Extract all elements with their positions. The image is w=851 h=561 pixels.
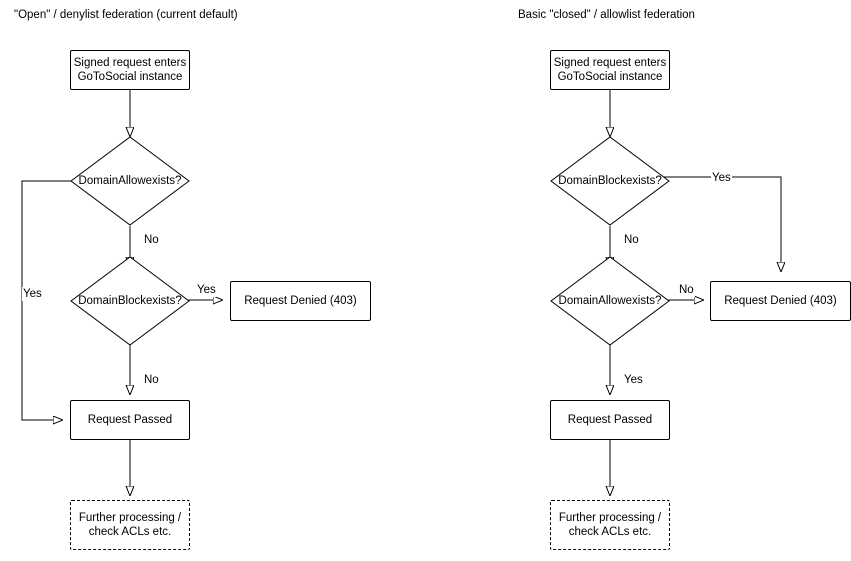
right-further-processing-label: Further processing / check ACLs etc. xyxy=(558,512,662,538)
right-request-denied-label: Request Denied (403) xyxy=(724,295,837,307)
right-edge-label-decision1-yes: Yes xyxy=(712,172,731,184)
left-decision1-label: DomainAllow exists? xyxy=(78,175,182,187)
left-diagram-title: "Open" / denylist federation (current default) xyxy=(14,9,238,21)
left-further-processing-node xyxy=(70,500,190,550)
right-edge-label-decision1-no: No xyxy=(624,234,639,246)
left-start-node xyxy=(70,50,190,90)
right-decision2-label: DomainAllow exists? xyxy=(558,295,662,307)
left-request-passed-label: Request Passed xyxy=(87,414,173,426)
right-edge-label-decision2-yes: Yes xyxy=(624,374,643,386)
right-request-passed-label: Request Passed xyxy=(567,414,653,426)
left-decision-domainallow xyxy=(70,136,190,226)
left-request-passed-node xyxy=(70,400,190,440)
left-edge-label-decision2-no: No xyxy=(144,374,159,386)
right-decision-domainallow xyxy=(550,256,670,346)
right-decision1-label: DomainBlock exists? xyxy=(558,175,662,187)
right-diagram-title: Basic "closed" / allowlist federation xyxy=(518,9,695,21)
left-further-processing-label: Further processing / check ACLs etc. xyxy=(78,512,182,538)
right-decision-domainblock xyxy=(550,136,670,226)
right-start-label: Signed request enters GoToSocial instance xyxy=(553,57,667,83)
left-decision2-label: DomainBlock exists? xyxy=(78,295,182,307)
left-decision-domainblock xyxy=(70,256,190,346)
left-edge-label-decision2-yes: Yes xyxy=(197,284,216,296)
left-request-denied-label: Request Denied (403) xyxy=(244,295,357,307)
right-start-node xyxy=(550,50,670,90)
left-request-denied-node xyxy=(230,281,371,321)
left-start-label: Signed request enters GoToSocial instance xyxy=(73,57,187,83)
right-further-processing-node xyxy=(550,500,670,550)
left-edge-label-decision1-yes: Yes xyxy=(23,288,42,300)
right-request-passed-node xyxy=(550,400,670,440)
left-edge-label-decision1-no: No xyxy=(144,234,159,246)
right-request-denied-node xyxy=(710,281,851,321)
right-edge-label-decision2-no: No xyxy=(679,284,694,296)
